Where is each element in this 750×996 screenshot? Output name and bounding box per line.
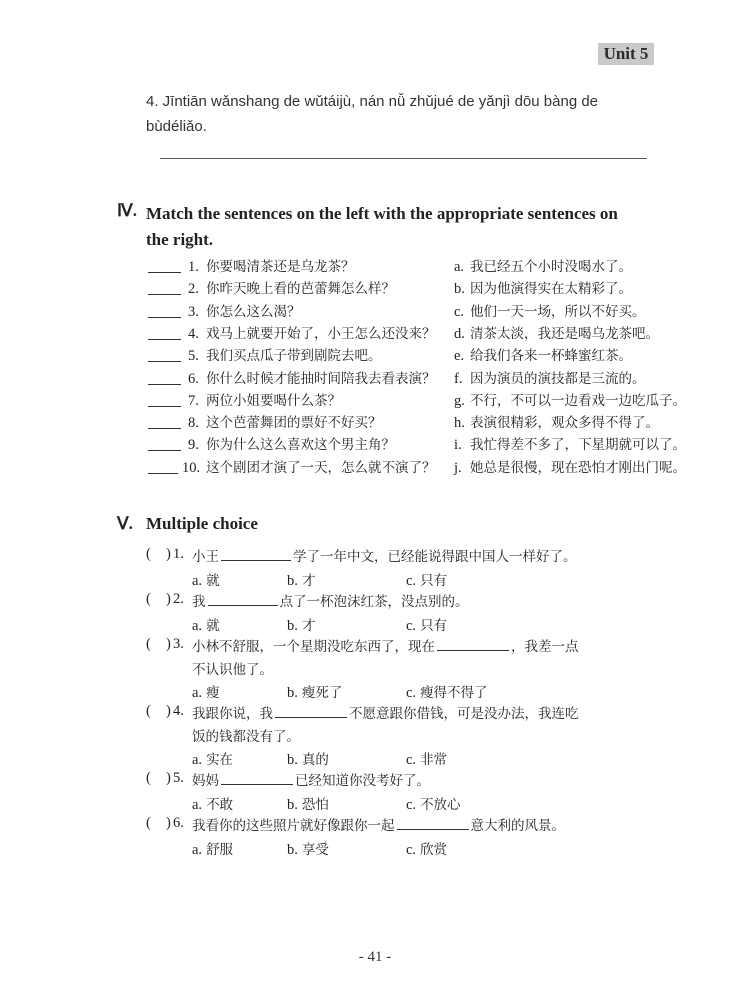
match-row [148, 368, 708, 390]
question-text-after: 已经知道你没考好了。 [295, 773, 430, 789]
answer-blank[interactable] [148, 428, 181, 429]
option-b[interactable] [287, 569, 315, 590]
right-item-letter: g. [454, 392, 465, 409]
question-text [192, 815, 565, 837]
question-text [192, 591, 469, 613]
right-sentence: 清茶太淡，我还是喝乌龙茶吧。 [470, 325, 659, 342]
option-text: 才 [301, 618, 316, 634]
option-b[interactable] [287, 614, 315, 635]
section-5-heading [117, 514, 517, 538]
fill-blank[interactable] [275, 703, 347, 718]
option-letter: b. [287, 752, 298, 768]
question-text-continued: 饭的钱都没有了。 [192, 729, 300, 745]
option-letter: b. [287, 842, 298, 858]
option-text: 欣赏 [420, 842, 448, 858]
left-item-number: 5. [188, 348, 199, 365]
option-text: 就 [206, 618, 220, 634]
answer-paren-open[interactable]: ( [146, 815, 151, 831]
option-letter: a. [192, 573, 203, 589]
answer-blank[interactable] [148, 406, 181, 407]
question-text-after: 不愿意跟你借钱，可是没办法，我连吃 [349, 706, 579, 722]
left-sentence: 你怎么这么渴？ [206, 303, 301, 320]
question-text-before: 妈妈 [192, 773, 219, 789]
match-row [148, 434, 708, 456]
left-item-number: 3. [188, 303, 199, 320]
right-item-letter: c. [454, 303, 465, 320]
match-row [148, 412, 708, 434]
left-item-number: 1. [188, 259, 199, 275]
question-text-before: 我跟你说，我 [192, 706, 273, 722]
option-letter: c. [406, 685, 417, 701]
option-text: 享受 [301, 842, 329, 858]
option-letter: c. [406, 618, 417, 634]
option-c[interactable] [406, 793, 461, 814]
right-item-letter: i. [454, 437, 462, 454]
option-text: 瘦得不得了 [420, 685, 488, 701]
right-sentence: 给我们各来一杯蜂蜜红茶。 [470, 348, 632, 365]
option-a[interactable] [192, 569, 220, 590]
section-5-title: Multiple choice [146, 514, 258, 533]
answer-blank[interactable] [148, 450, 181, 451]
match-row [148, 323, 708, 345]
option-text: 只有 [420, 618, 448, 634]
option-letter: c. [406, 797, 417, 813]
option-c[interactable] [406, 614, 447, 635]
question-number: 6. [173, 815, 184, 831]
question-number: 4. [173, 703, 184, 719]
match-row [148, 457, 708, 479]
option-letter: a. [192, 797, 203, 813]
option-letter: a. [192, 618, 203, 634]
section-4-title-line-2: the right. [146, 230, 214, 249]
left-item-number: 4. [188, 325, 199, 342]
option-c[interactable] [406, 681, 488, 702]
match-row [148, 256, 708, 278]
pinyin-line-1: 4. Jīntiān wǎnshang de wǔtáijù, nán nǚ zhǔjué de yǎnjì dōu bàng de [146, 93, 599, 110]
mc-question [146, 636, 706, 702]
answer-paren-close: ) [166, 815, 171, 831]
right-sentence: 表演很精彩，观众多得不得了。 [470, 415, 659, 432]
left-sentence: 两位小姐要喝什么茶？ [206, 392, 341, 409]
answer-blank[interactable] [148, 339, 181, 340]
question-text-before: 我 [192, 594, 206, 610]
option-text: 就 [206, 573, 220, 589]
match-row [148, 345, 708, 367]
option-text: 不敢 [206, 797, 234, 813]
fill-blank[interactable] [437, 636, 509, 651]
left-item-number: 8. [188, 415, 199, 432]
answer-blank[interactable] [148, 294, 181, 295]
right-item-letter: j. [454, 459, 462, 476]
left-item-number: 6. [188, 370, 199, 387]
right-item-letter: e. [454, 348, 465, 365]
mc-question [146, 703, 706, 769]
option-text: 不放心 [420, 797, 461, 813]
right-sentence: 他们一天一场，所以不好买。 [470, 303, 646, 320]
pinyin-line-2: bùdéliǎo. [146, 118, 207, 135]
option-letter: a. [192, 685, 203, 701]
question-text-before: 我看你的这些照片就好像跟你一起 [192, 818, 395, 834]
right-sentence: 她总是很慢，现在恐怕才刚出门呢。 [470, 459, 686, 476]
answer-blank[interactable] [148, 384, 181, 385]
mc-question [146, 770, 706, 814]
option-a[interactable] [192, 838, 233, 859]
section-4-number: Ⅳ. [117, 201, 137, 220]
right-sentence: 因为演员的演技都是三流的。 [470, 370, 646, 387]
answer-blank[interactable] [148, 272, 181, 273]
left-sentence: 你什么时候才能抽时间陪我去看表演？ [206, 370, 436, 387]
answer-blank[interactable] [148, 317, 181, 318]
option-text: 实在 [206, 752, 234, 768]
answer-paren-open[interactable]: ( [146, 703, 151, 719]
option-letter: b. [287, 797, 298, 813]
option-text: 非常 [420, 752, 448, 768]
option-letter: b. [287, 618, 298, 634]
left-sentence: 你为什么这么喜欢这个男主角？ [206, 437, 395, 454]
match-row [148, 390, 708, 412]
option-a[interactable] [192, 614, 220, 635]
match-row [148, 278, 708, 300]
question-text-after: 意大利的风景。 [470, 818, 565, 834]
section-4-title-line-1: Match the sentences on the left with the appropriate sentences on [146, 204, 618, 223]
left-item-number: 2. [188, 281, 199, 298]
left-sentence: 这个芭蕾舞团的票好不好买？ [206, 415, 382, 432]
answer-blank[interactable] [148, 473, 178, 474]
question-text-before: 小王 [192, 549, 219, 565]
answer-paren-close: ) [166, 546, 171, 562]
left-sentence: 你昨天晚上看的芭蕾舞怎么样？ [206, 281, 395, 298]
option-a[interactable] [192, 748, 233, 769]
question-number: 2. [173, 591, 184, 607]
right-sentence: 我已经五个小时没喝水了。 [470, 259, 632, 275]
question-text [192, 703, 579, 725]
answer-paren-close: ) [166, 703, 171, 719]
option-text: 真的 [301, 752, 329, 768]
mc-question [146, 815, 706, 859]
left-sentence: 戏马上就要开始了，小王怎么还没来？ [206, 325, 436, 342]
option-text: 瘦死了 [301, 685, 343, 701]
answer-paren-open[interactable]: ( [146, 546, 151, 562]
answer-paren-close: ) [166, 636, 171, 652]
option-letter: a. [192, 752, 203, 768]
option-letter: a. [192, 842, 203, 858]
question-number: 3. [173, 636, 184, 652]
fill-blank[interactable] [221, 546, 291, 561]
option-letter: b. [287, 685, 298, 701]
option-a[interactable] [192, 681, 220, 702]
option-text: 才 [301, 573, 316, 589]
unit-badge: Unit 5 [598, 43, 654, 65]
option-text: 只有 [420, 573, 448, 589]
option-b[interactable] [287, 793, 329, 814]
left-sentence: 你要喝清茶还是乌龙茶？ [206, 259, 355, 275]
option-text: 舒服 [206, 842, 234, 858]
answer-paren-close: ) [166, 591, 171, 607]
answer-paren-open[interactable]: ( [146, 636, 151, 652]
right-item-letter: a. [454, 259, 465, 275]
left-item-number: 9. [188, 437, 199, 454]
fill-blank[interactable] [208, 591, 278, 606]
question-text-after: 学了一年中文，已经能说得跟中国人一样好了。 [293, 549, 577, 565]
mc-question [146, 591, 706, 635]
answer-paren-open[interactable]: ( [146, 591, 151, 607]
question-text [192, 546, 577, 568]
option-b[interactable] [287, 748, 329, 769]
right-sentence: 我忙得差不多了，下星期就可以了。 [470, 437, 686, 454]
section-4-heading [117, 201, 737, 255]
fill-blank[interactable] [397, 815, 469, 830]
option-letter: c. [406, 573, 417, 589]
question-number: 1. [173, 546, 184, 562]
right-sentence: 不行，不可以一边看戏一边吃瓜子。 [470, 392, 686, 409]
q4-pinyin-sentence [146, 89, 666, 139]
left-sentence: 我们买点瓜子带到剧院去吧。 [206, 348, 382, 365]
mc-question [146, 546, 706, 590]
right-item-letter: d. [454, 325, 465, 342]
answer-paren-open[interactable]: ( [146, 770, 151, 786]
question-text [192, 770, 430, 792]
question-text-after: 点了一杯泡沫红茶，没点别的。 [279, 594, 469, 610]
option-letter: c. [406, 842, 417, 858]
right-sentence: 因为他演得实在太精彩了。 [470, 281, 632, 298]
question-number: 5. [173, 770, 184, 786]
option-c[interactable] [406, 569, 447, 590]
question-text-before: 小林不舒服，一个星期没吃东西了，现在 [192, 639, 435, 655]
answer-paren-close: ) [166, 770, 171, 786]
section-5-number: Ⅴ. [117, 514, 133, 533]
option-b[interactable] [287, 838, 329, 859]
right-item-letter: h. [454, 415, 465, 432]
option-letter: b. [287, 573, 298, 589]
option-text: 瘦 [206, 685, 220, 701]
right-item-letter: b. [454, 281, 465, 298]
option-c[interactable] [406, 748, 447, 769]
right-item-letter: f. [454, 370, 463, 387]
option-text: 恐怕 [301, 797, 329, 813]
option-letter: c. [406, 752, 417, 768]
question-text [192, 636, 579, 658]
answer-blank[interactable] [148, 361, 181, 362]
option-c[interactable] [406, 838, 447, 859]
question-text-continued: 不认识他了。 [192, 662, 273, 678]
left-sentence: 这个剧团才演了一天，怎么就不演了？ [206, 459, 436, 476]
match-row [148, 301, 708, 323]
answer-writing-line[interactable] [160, 158, 647, 159]
option-b[interactable] [287, 681, 342, 702]
question-text-after: ，我差一点 [511, 639, 579, 655]
page-number: - 41 - [358, 949, 392, 965]
fill-blank[interactable] [221, 770, 293, 785]
section-4-title [146, 201, 618, 253]
left-item-number: 10. [182, 459, 201, 476]
left-item-number: 7. [188, 392, 199, 409]
option-a[interactable] [192, 793, 233, 814]
